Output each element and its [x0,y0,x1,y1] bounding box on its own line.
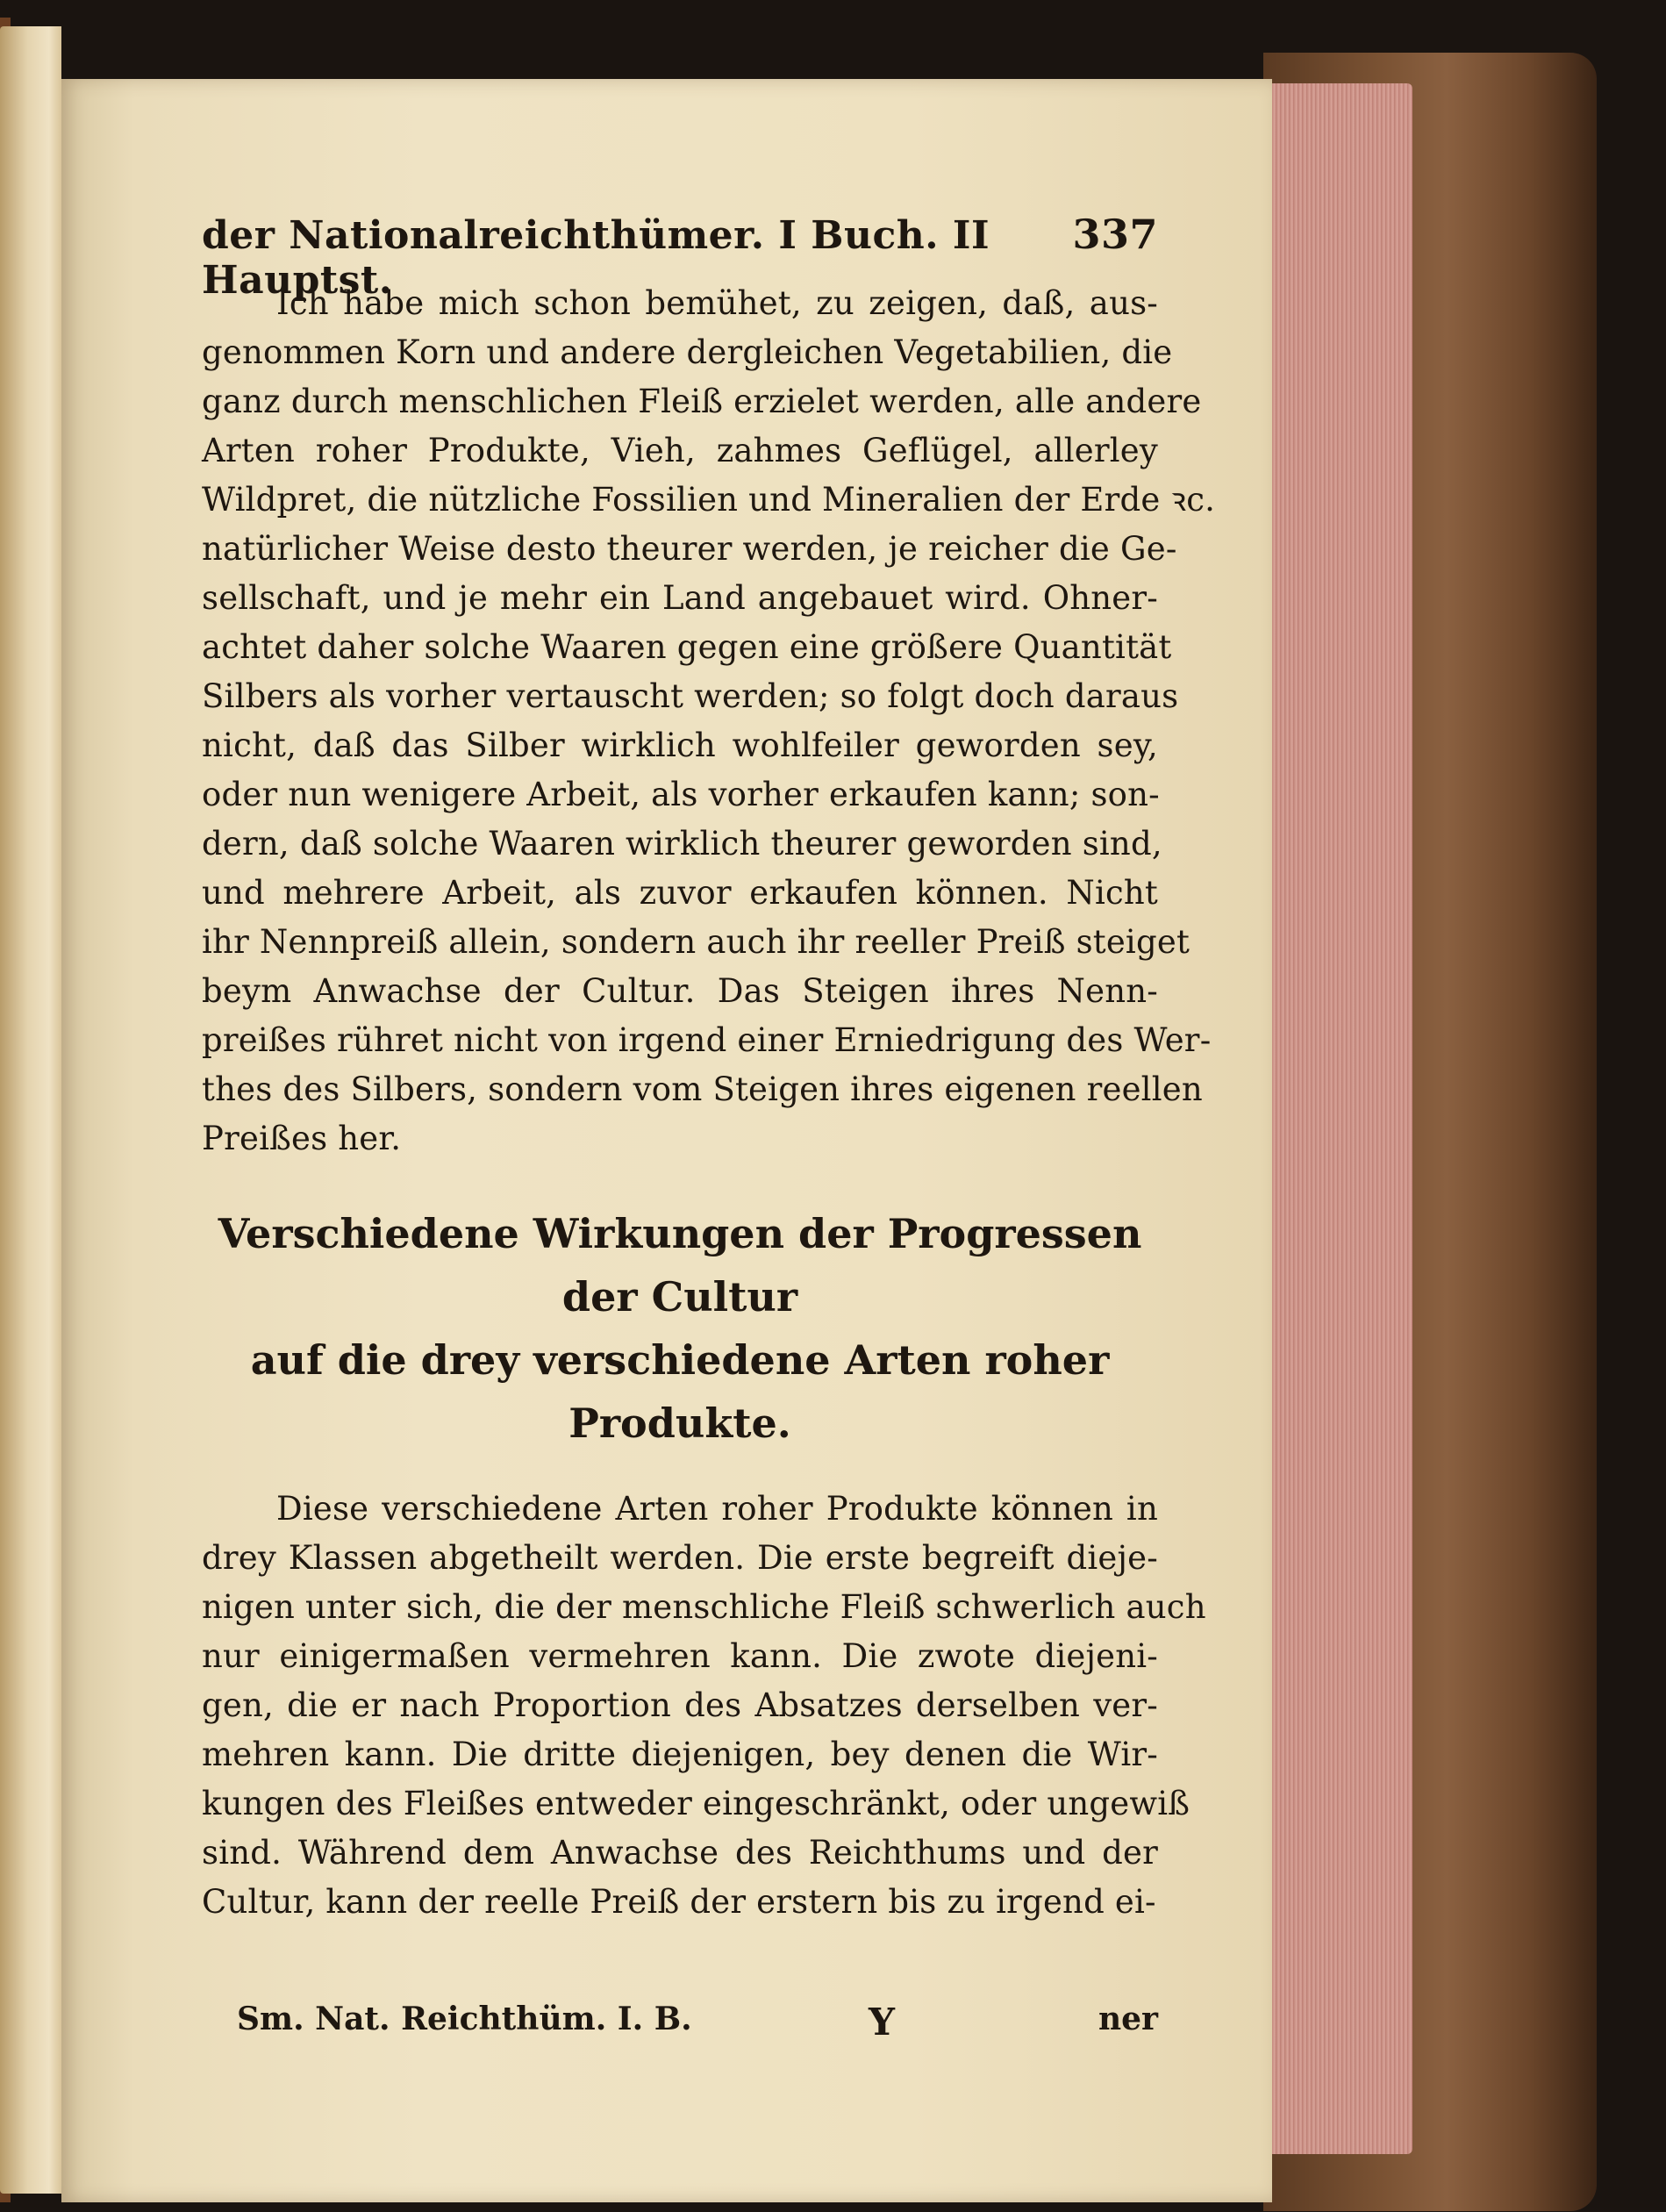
text-line: beym Anwachse der Cultur. Das Steigen ihres Nenn- [202,972,1158,1010]
text-line: nicht, daß das Silber wirklich wohlfeiler geworden sey, [202,727,1158,764]
heading-line: Verschiedene Wirkungen der Progressen der Cultur [218,1210,1142,1321]
text-line: ganz durch menschlichen Fleiß erzielet werden, alle andere [202,383,1202,420]
text-line: nigen unter sich, die der menschliche Fleiß schwerlich auch [202,1588,1206,1626]
running-head-title: der Nationalreichthümer. I Buch. II Hauptst. [202,213,990,303]
page-edges [1272,83,1412,2154]
text-line: Wildpret, die nützliche Fossilien und Mineralien der Erde ꝛc. [202,481,1216,519]
heading-line: auf die drey verschiedene Arten roher [250,1336,1110,1384]
section-heading [202,1202,1158,1455]
text-line: Cultur, kann der reelle Preiß der erstern bis zu irgend ei- [202,1883,1156,1921]
text-line: Arten roher Produkte, Vieh, zahmes Geflügel, allerley [202,432,1158,469]
text-line: genommen Korn und andere dergleichen Vegetabilien, die [202,333,1173,371]
text-line: Preißes her. [202,1120,402,1157]
text-line: dern, daß solche Waaren wirklich theurer geworden sind, [202,825,1162,863]
heading-line: Produkte. [568,1400,791,1447]
text-line: gen, die er nach Proportion des Absatzes derselben ver- [202,1686,1158,1724]
text-line: nur einigermaßen vermehren kann. Die zwote diejeni- [202,1637,1158,1675]
sheet-mark: Y [869,2001,895,2044]
text-line: drey Klassen abgetheilt werden. Die erste begreift dieje- [202,1539,1158,1577]
paragraph-1 [202,279,1216,1163]
text-line: kungen des Fleißes entweder eingeschränkt, oder ungewiß [202,1785,1191,1822]
text-line: sind. Während dem Anwachse des Reichthums und der [202,1834,1158,1872]
previous-page-edge [0,26,61,2194]
text-block [202,211,1216,2044]
text-line: sellschaft, und je mehr ein Land angebauet wird. Ohner- [202,579,1158,617]
text-line: ihr Nennpreiß allein, sondern auch ihr reeller Preiß steiget [202,923,1191,961]
text-line: thes des Silbers, sondern vom Steigen ihres eigenen reellen [202,1070,1203,1108]
text-line: mehren kann. Die dritte diejenigen, bey denen die Wir- [202,1736,1158,1773]
text-line: achtet daher solche Waaren gegen eine größere Quantität [202,628,1172,666]
signature-line: Sm. Nat. Reichthüm. I. B. [237,2001,692,2037]
text-line: oder nun wenigere Arbeit, als vorher erkaufen kann; son- [202,776,1160,813]
text-line: Silbers als vorher vertauscht werden; so folgt doch daraus [202,677,1179,715]
paragraph-2 [202,1485,1206,1927]
book-page [61,79,1272,2202]
page-number: 337 [1072,211,1158,258]
text-line: Ich habe mich schon bemühet, zu zeigen, daß, aus- [276,284,1158,322]
catchword: ner [1098,2001,1158,2037]
text-line: preißes rühret nicht von irgend einer Erniedrigung des Wer- [202,1021,1212,1059]
page-footer [202,2001,1158,2044]
text-line: Diese verschiedene Arten roher Produkte können in [276,1490,1158,1528]
text-line: natürlicher Weise desto theurer werden, je reicher die Ge- [202,530,1177,568]
text-line: und mehrere Arbeit, als zuvor erkaufen können. Nicht [202,874,1158,912]
